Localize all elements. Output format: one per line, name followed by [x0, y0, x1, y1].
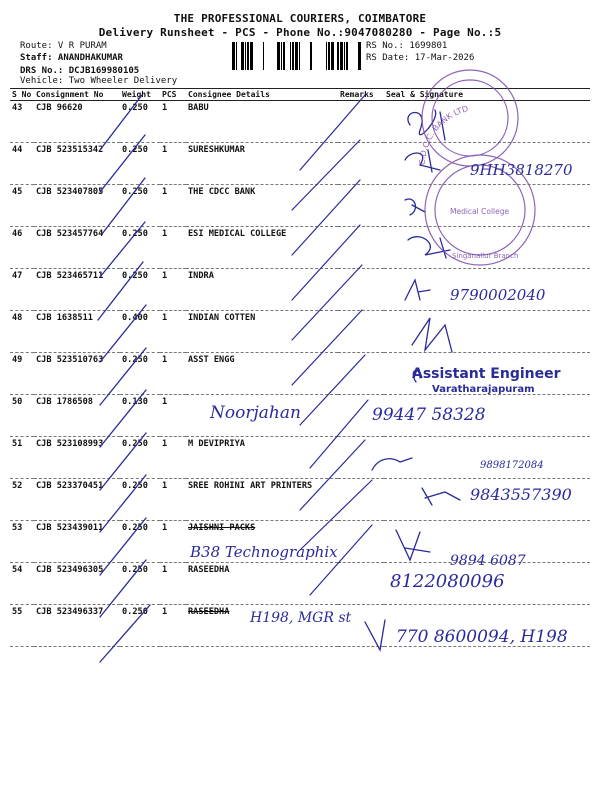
barcode-bar: [232, 42, 235, 70]
hw-phone-51: 9898172084: [480, 460, 544, 471]
table-row: [10, 395, 590, 437]
table-row: [10, 521, 590, 563]
col-weight: Weight: [120, 89, 160, 101]
table-row: [10, 143, 590, 185]
barcode-bar: [283, 42, 285, 70]
row-consignee: BABU: [186, 101, 338, 143]
row-consignment: CJB 523496305: [34, 563, 120, 605]
row-consignment: CJB 523370451: [34, 479, 120, 521]
row-signature: [384, 605, 590, 647]
table-row: [10, 227, 590, 269]
row-signature: [384, 479, 590, 521]
rs-date: RS Date: 17-Mar-2026: [366, 53, 475, 63]
hw-phone-44: 9HH3818270: [470, 161, 573, 179]
row-signature: [384, 437, 590, 479]
barcode-bar: [331, 42, 334, 70]
hw-addr-53: B38 Technographix: [190, 543, 338, 561]
row-remarks: [338, 185, 384, 227]
hw-phone-52: 9843557390: [470, 485, 572, 504]
row-weight: 0.400: [120, 311, 160, 353]
barcode-bar: [295, 42, 298, 70]
row-consignee: [186, 395, 338, 437]
runsheet-table: [10, 88, 590, 647]
row-signature: [384, 521, 590, 563]
row-pcs: 1: [160, 605, 186, 647]
col-sno: S No: [10, 89, 34, 101]
row-weight: 0.250: [120, 353, 160, 395]
row-weight: 0.250: [120, 479, 160, 521]
col-remarks: Remarks: [338, 89, 384, 101]
row-remarks: [338, 395, 384, 437]
row-weight: 0.250: [120, 437, 160, 479]
barcode-bar: [247, 42, 249, 70]
rs-number: RS No.: 1699801: [366, 41, 448, 51]
barcode-bar: [299, 42, 300, 70]
row-sno: 43: [10, 101, 34, 143]
row-consignment: CJB 523108993: [34, 437, 120, 479]
row-signature: [384, 269, 590, 311]
row-signature: [384, 563, 590, 605]
row-weight: 0.250: [120, 563, 160, 605]
row-sno: 53: [10, 521, 34, 563]
route-label: Route: V R PURAM: [20, 41, 107, 51]
row-consignee: INDRA: [186, 269, 338, 311]
barcode-bar: [277, 42, 280, 70]
row-consignee: RASEEDHA: [186, 563, 338, 605]
row-remarks: [338, 563, 384, 605]
bank-stamp-college: Medical College: [450, 207, 510, 216]
row-pcs: 1: [160, 143, 186, 185]
row-weight: 0.250: [120, 185, 160, 227]
row-signature: [384, 227, 590, 269]
company-title: THE PROFESSIONAL COURIERS, COIMBATORE: [173, 12, 427, 25]
row-sno: 51: [10, 437, 34, 479]
barcode-bar: [340, 42, 343, 70]
row-pcs: 1: [160, 101, 186, 143]
row-consignee: M DEVIPRIYA: [186, 437, 338, 479]
row-consignment: CJB 523510763: [34, 353, 120, 395]
barcode-bar: [358, 42, 361, 70]
col-pcs: PCS: [160, 89, 186, 101]
row-consignee: JAISHNI PACKS: [186, 521, 338, 563]
row-weight: 0.250: [120, 101, 160, 143]
barcode-bar: [263, 42, 264, 70]
row-weight: 0.250: [120, 143, 160, 185]
row-consignment: CJB 523457764: [34, 227, 120, 269]
barcode-bar: [310, 42, 312, 70]
vehicle-label: Vehicle: Two Wheeler Delivery: [20, 76, 178, 86]
row-sno: 49: [10, 353, 34, 395]
table-row: [10, 437, 590, 479]
row-remarks: [338, 143, 384, 185]
row-sno: 48: [10, 311, 34, 353]
col-signature: Seal & Signature: [384, 89, 590, 101]
row-signature: [384, 143, 590, 185]
row-sno: 54: [10, 563, 34, 605]
row-signature: [384, 353, 590, 395]
row-weight: 0.250: [120, 521, 160, 563]
row-remarks: [338, 227, 384, 269]
row-weight: 0.250: [120, 269, 160, 311]
table-row: [10, 311, 590, 353]
table-row: [10, 185, 590, 227]
table-row: [10, 563, 590, 605]
row-signature: [384, 101, 590, 143]
barcode-bar: [245, 42, 246, 70]
row-sno: 44: [10, 143, 34, 185]
row-consignment: CJB 523465711: [34, 269, 120, 311]
row-consignment: CJB 523515342: [34, 143, 120, 185]
row-remarks: [338, 479, 384, 521]
row-remarks: [338, 311, 384, 353]
barcode-bar: [241, 42, 244, 70]
hw-addr-55: H198, MGR st: [250, 610, 352, 626]
hw-phone-54: 8122080096: [390, 571, 505, 592]
row-pcs: 1: [160, 185, 186, 227]
row-remarks: [338, 437, 384, 479]
row-pcs: 1: [160, 437, 186, 479]
stamp-place: Varatharajapuram: [432, 384, 535, 395]
row-consignee: INDIAN COTTEN: [186, 311, 338, 353]
barcode: [232, 42, 362, 70]
barcode-bar: [250, 42, 253, 70]
bank-stamp-ring-text: C.D.C.C. BANK LTD: [417, 104, 470, 166]
table-header-row: [10, 89, 590, 101]
row-pcs: 1: [160, 395, 186, 437]
row-pcs: 1: [160, 227, 186, 269]
row-pcs: 1: [160, 563, 186, 605]
row-signature: [384, 185, 590, 227]
row-consignee: RASEEDHA: [186, 605, 338, 647]
row-consignee: THE CDCC BANK: [186, 185, 338, 227]
bank-stamp-branch: Singanallur Branch: [452, 252, 519, 260]
barcode-bar: [292, 42, 294, 70]
barcode-bar: [326, 42, 327, 70]
barcode-bar: [346, 42, 348, 70]
hw-name-50: Noorjahan: [210, 403, 301, 423]
table-row: [10, 605, 590, 647]
table-row: [10, 269, 590, 311]
row-signature: [384, 395, 590, 437]
barcode-bar: [344, 42, 345, 70]
row-consignee: ASST ENGG: [186, 353, 338, 395]
row-consignment: CJB 1786508: [34, 395, 120, 437]
col-consignee: Consignee Details: [186, 89, 338, 101]
row-remarks: [338, 521, 384, 563]
row-weight: 0.250: [120, 227, 160, 269]
row-weight: 0.250: [120, 605, 160, 647]
row-pcs: 1: [160, 311, 186, 353]
row-remarks: [338, 353, 384, 395]
row-sno: 50: [10, 395, 34, 437]
row-pcs: 1: [160, 353, 186, 395]
row-remarks: [338, 269, 384, 311]
row-signature: [384, 311, 590, 353]
row-remarks: [338, 605, 384, 647]
drs-label: DRS No.: DCJB169980105: [20, 66, 140, 76]
barcode-bar: [290, 42, 291, 70]
hw-phone-53: 9894 6087: [450, 553, 526, 569]
staff-label: Staff: ANANDHAKUMAR: [20, 53, 123, 63]
row-pcs: 1: [160, 521, 186, 563]
row-consignment: CJB 1638511: [34, 311, 120, 353]
row-consignee: ESI MEDICAL COLLEGE: [186, 227, 338, 269]
barcode-bar: [328, 42, 330, 70]
hw-phone-47: 9790002040: [450, 286, 546, 304]
table-row: [10, 479, 590, 521]
table-row: [10, 101, 590, 143]
row-consignment: CJB 523407805: [34, 185, 120, 227]
row-consignment: CJB 523496337: [34, 605, 120, 647]
row-sno: 55: [10, 605, 34, 647]
row-sno: 52: [10, 479, 34, 521]
stamp-title: Assistant Engineer: [412, 366, 561, 382]
barcode-bar: [337, 42, 339, 70]
table-row: [10, 353, 590, 395]
row-sno: 45: [10, 185, 34, 227]
barcode-bar: [236, 42, 237, 70]
row-remarks: [338, 101, 384, 143]
row-pcs: 1: [160, 479, 186, 521]
row-sno: 46: [10, 227, 34, 269]
row-consignment: CJB 96620: [34, 101, 120, 143]
runsheet-subtitle: Delivery Runsheet - PCS - Phone No.:9047080280 - Page No.:5: [98, 26, 502, 39]
row-sno: 47: [10, 269, 34, 311]
col-consignment: Consignment No: [34, 89, 120, 101]
hw-phone-55: 770 8600094, H198: [396, 627, 568, 647]
row-pcs: 1: [160, 269, 186, 311]
row-consignee: SREE ROHINI ART PRINTERS: [186, 479, 338, 521]
row-weight: 0.130: [120, 395, 160, 437]
hw-phone-50: 99447 58328: [372, 405, 486, 425]
row-consignee: SURESHKUMAR: [186, 143, 338, 185]
row-consignment: CJB 523439011: [34, 521, 120, 563]
barcode-bar: [281, 42, 282, 70]
